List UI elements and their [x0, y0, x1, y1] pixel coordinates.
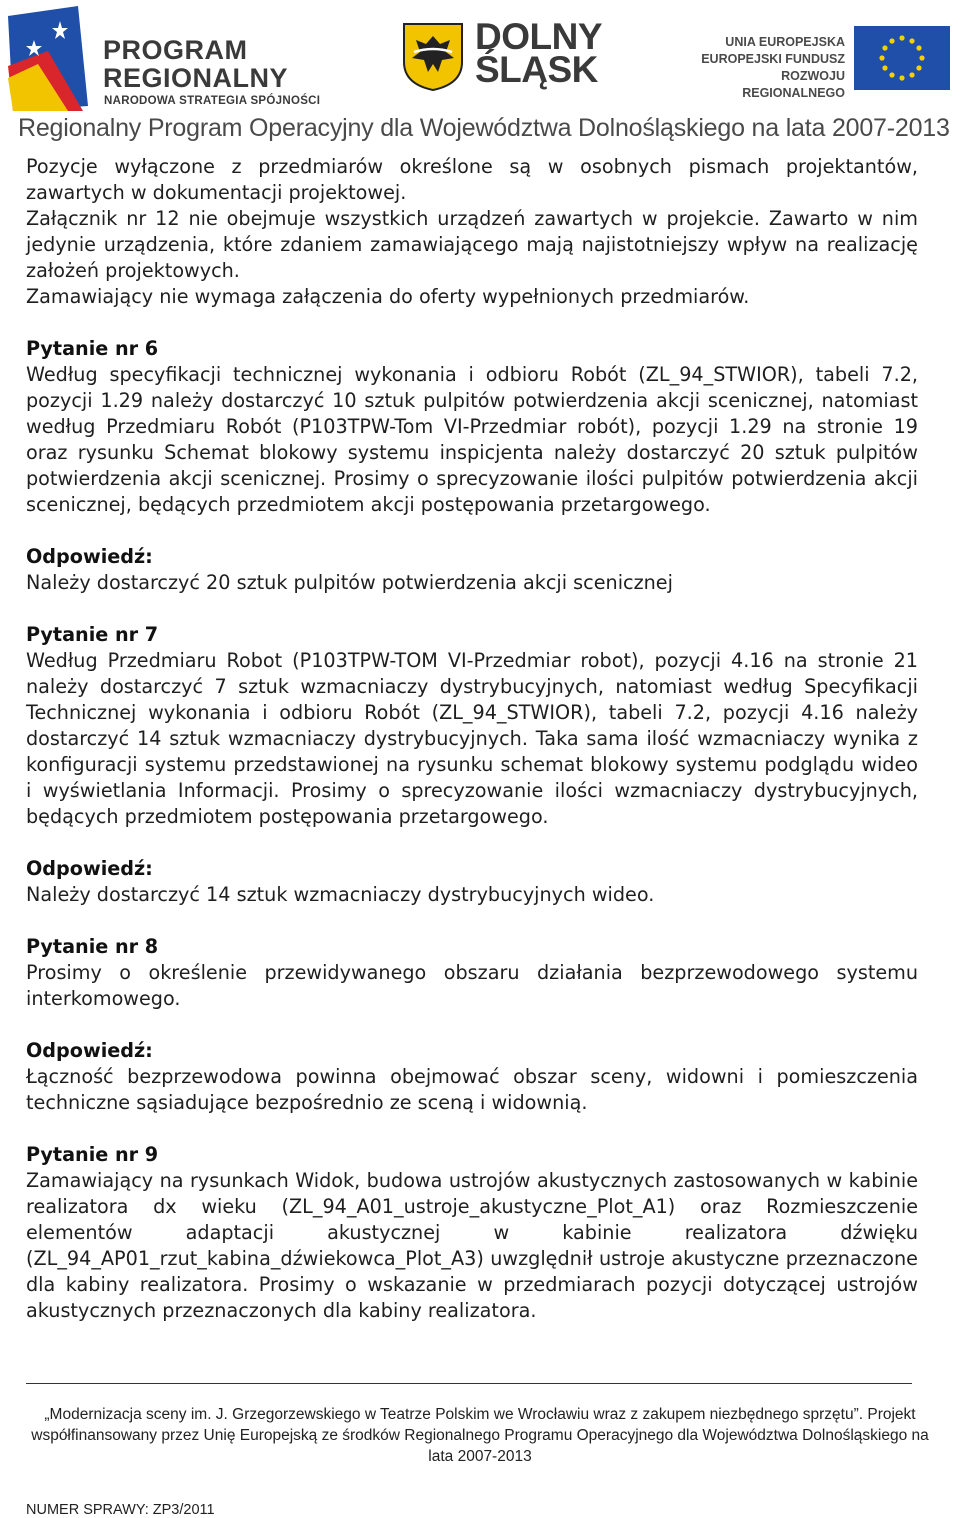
- program-regionalny-logo: [8, 6, 338, 116]
- page-header: [0, 0, 960, 150]
- program-banner: Regionalny Program Operacyjny dla Województwa Dolnośląskiego na lata 2007-2013: [18, 114, 950, 142]
- eu-fund-text: [680, 34, 845, 102]
- eu-line3: ROZWOJU REGIONALNEGO: [742, 69, 845, 100]
- question-9-text: Zamawiający na rysunkach Widok, budowa ustrojów akustycznych zastosowanych w kabinie realizatora dx wieku (ZL_94_A01_ustroje_akustyczne_Plot_A1) oraz Rozmieszczenie elementów adaptacji akustycznej w kabinie realizatora dźwięku (ZL_94_AP01_rzut_kabina_dźwiekowca_Plot_A3) uwzględnił ustroje akustyczne przeznaczone dla kabiny realizatora. Prosimy o wskazanie w przedmiarach pozycji dotyczącej ustrojów akustycznych przeznaczonych dla kabiny realizatora.: [26, 1169, 918, 1322]
- question-8-heading: Pytanie nr 8: [26, 935, 159, 958]
- intro-paragraph-3: Zamawiający nie wymaga załączenia do oferty wypełnionych przedmiarów.: [26, 285, 750, 308]
- coat-of-arms-icon: [402, 22, 464, 92]
- question-6-text: Według specyfikacji technicznej wykonania i odbioru Robót (ZL_94_STWIOR), tabeli 7.2, pozycji 1.29 należy dostarczyć 10 sztuk pulpitów potwierdzenia akcji scenicznej, natomiast według Przedmiaru Robót (P103TPW-Tom VI-Przedmiar robót), pozycji 1.29 na stronie 19 oraz rysunku Schemat blokowy systemu inspicjenta należy dostarczyć 20 sztuk pulpitów potwierdzenia akcji scenicznej. Prosimy o sprecyzowanie ilości pulpitów potwierdzenia akcji scenicznej, będących przedmiotem akcji postępowania przetargowego.: [26, 363, 918, 516]
- answer-7-text: Należy dostarczyć 14 sztuk wzmacniaczy dystrybucyjnych wideo.: [26, 883, 655, 906]
- question-6-heading: Pytanie nr 6: [26, 337, 159, 360]
- question-7-heading: Pytanie nr 7: [26, 623, 159, 646]
- answer-6-heading: Odpowiedź:: [26, 545, 153, 568]
- question-7-text: Według Przedmiaru Robot (P103TPW-TOM VI-Przedmiar robot), pozycji 4.16 na stronie 21 należy dostarczyć 7 sztuk wzmacniaczy dystrybucyjnych, natomiast według Specyfikacji Technicznej wykonania i odbioru Robót (ZL_94_STWIOR), tabeli 7.2, pozycji 4.16 należy dostarczyć 14 sztuk wzmacniaczy dystrybucyjnych. Taka sama ilość wzmacniaczy wynika z konfiguracji systemu przedstawionej na rysunku schemat blokowy systemu podglądu wideo i wyświetlania Informacji. Prosimy o sprecyzowanie ilości wzmacniaczy dystrybucyjnych, będących przedmiotem postępowania przetargowego.: [26, 649, 918, 828]
- dolny-slask-logo: [402, 22, 464, 96]
- program-regionalny-emblem-icon: [8, 6, 98, 116]
- question-9-heading: Pytanie nr 9: [26, 1143, 159, 1166]
- eu-line1: UNIA EUROPEJSKA: [725, 35, 845, 49]
- intro-paragraph-1: Pozycje wyłączone z przedmiarów określone są w osobnych pismach projektantów, zawartych w dokumentacji projektowej.: [26, 155, 918, 204]
- program-subtitle: NARODOWA STRATEGIA SPÓJNOŚCI: [104, 95, 321, 107]
- slask-text: ŚLĄSK: [475, 49, 598, 90]
- program-title-line1: PROGRAM: [103, 35, 248, 65]
- dolny-text: DOLNY: [475, 16, 602, 57]
- eu-line2: EUROPEJSKI FUNDUSZ: [701, 52, 845, 66]
- document-body: [26, 154, 918, 1324]
- answer-8-text: Łączność bezprzewodowa powinna obejmować obszar sceny, widowni i pomieszczenia techniczne sąsiadujące bezpośrednio ze sceną i widownią.: [26, 1065, 918, 1114]
- answer-7-heading: Odpowiedź:: [26, 857, 153, 880]
- footer-divider: [26, 1383, 912, 1384]
- footer-project-text: „Modernizacja sceny im. J. Grzegorzewskiego w Teatrze Polskim we Wrocławiu wraz z zakupem niezbędnego sprzętu”. Projekt współfinansowany przez Unię Europejską ze środków Regionalnego Programu Operacyjnego dla Województwa Dolnośląskiego na lata 2007-2013: [31, 1406, 929, 1465]
- case-number: NUMER SPRAWY: ZP3/2011: [26, 1502, 215, 1518]
- answer-8-heading: Odpowiedź:: [26, 1039, 153, 1062]
- answer-6-text: Należy dostarczyć 20 sztuk pulpitów potwierdzenia akcji scenicznej: [26, 571, 673, 594]
- question-8-text: Prosimy o określenie przewidywanego obszaru działania bezprzewodowego systemu interkomowego.: [26, 961, 918, 1010]
- dolny-slask-wordmark: [475, 16, 602, 90]
- intro-paragraph-2: Załącznik nr 12 nie obejmuje wszystkich urządzeń zawartych w projekcie. Zawarto w nim jedynie urządzenia, które zdaniem zamawiającego mają najistotniejszy wpływ na realizację założeń projektowych.: [26, 207, 918, 282]
- eu-flag-icon: [854, 26, 950, 94]
- program-title-line2: REGIONALNY: [103, 63, 289, 93]
